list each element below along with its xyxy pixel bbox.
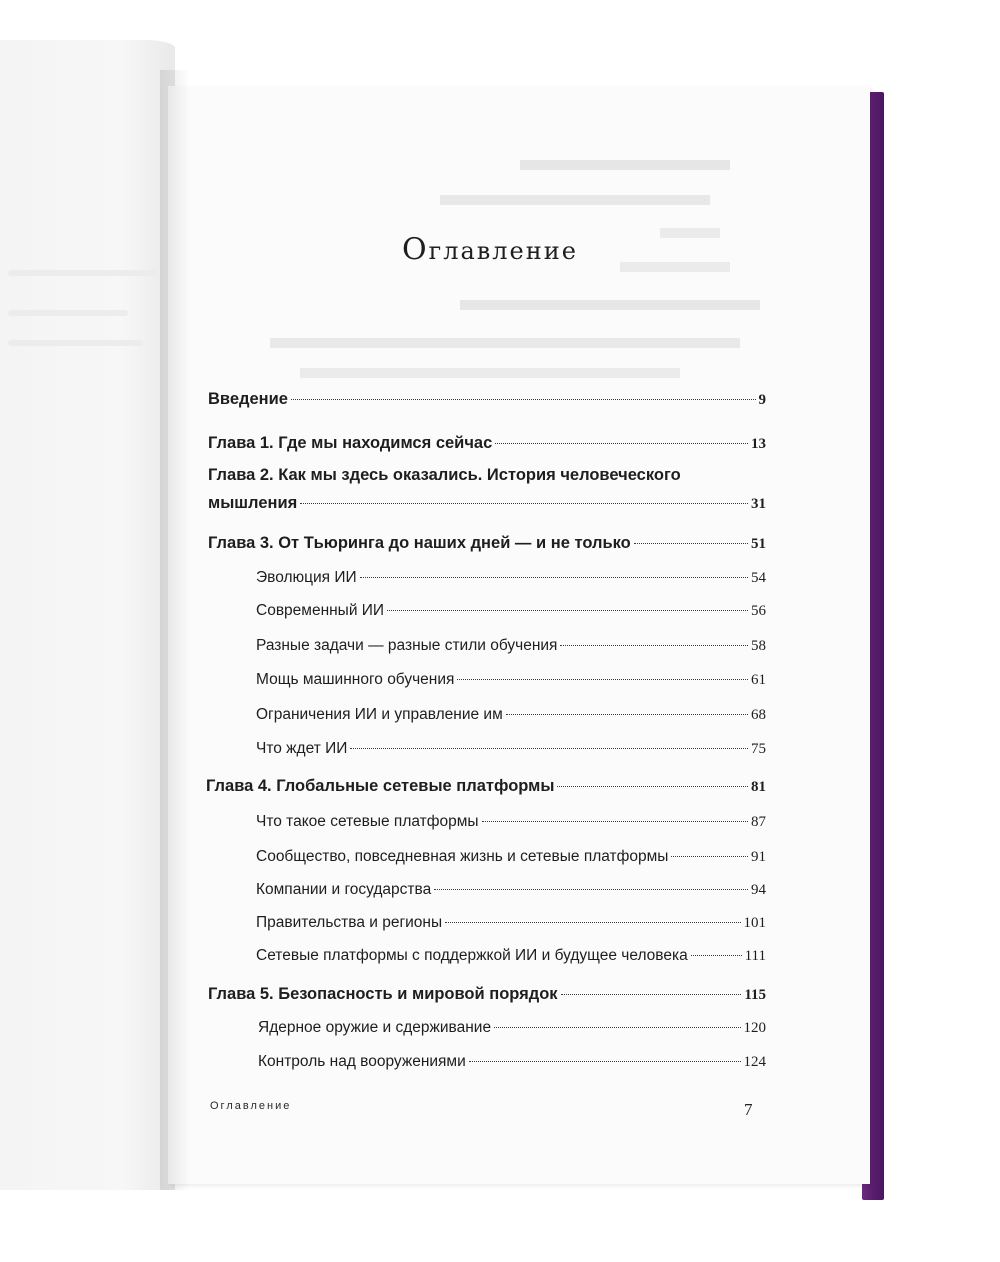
left-page-show-through [8,340,143,346]
toc-entry-chapter-2-line1[interactable]: Глава 2. Как мы здесь оказались. История человеческого [208,466,681,484]
toc-leader-dots [387,610,748,611]
toc-entry-chapter-4[interactable] [206,777,766,796]
toc-entry-title: мышления [208,494,298,512]
toc-entry-page: 31 [751,496,766,512]
toc-entry-page: 13 [751,436,766,452]
toc-entry-section[interactable] [256,813,766,831]
show-through-line [460,300,760,310]
toc-entry-section[interactable] [256,671,766,689]
running-footer-label: Оглавление [210,1100,292,1112]
toc-entry-page: 51 [751,536,766,552]
toc-entry-chapter-5[interactable] [208,985,766,1004]
toc-entry-section[interactable] [256,569,766,587]
toc-entry-page: 124 [743,1054,766,1070]
show-through-line [440,195,710,205]
page-title-initial: О [402,232,429,267]
toc-entry-page: 120 [743,1020,766,1036]
toc-entry-title: Введение [208,390,288,408]
toc-entry-title: Современный ИИ [256,602,385,619]
toc-leader-dots [557,786,748,787]
toc-entry-section[interactable] [256,740,766,758]
toc-leader-dots [360,577,748,578]
book-gutter-shadow [160,70,190,1190]
toc-entry-chapter-1[interactable] [208,434,766,453]
toc-entry-section[interactable] [256,602,766,620]
toc-leader-dots [560,645,748,646]
toc-entry-title: Правительства и регионы [256,914,443,931]
toc-entry-section[interactable] [256,848,766,866]
toc-entry-title: Мощь машинного обучения [256,671,455,688]
toc-leader-dots [434,889,748,890]
toc-entry-chapter-2[interactable] [208,494,766,513]
page-number: 7 [744,1100,753,1119]
toc-entry-intro[interactable] [208,390,766,409]
toc-entry-title: Глава 3. От Тьюринга до наших дней — и не только [208,534,631,552]
toc-entry-title: Компании и государства [256,881,432,898]
toc-entry-title: Эволюция ИИ [256,569,357,586]
toc-leader-dots [561,994,742,995]
toc-leader-dots [457,679,748,680]
page-title-rest: главление [428,237,578,265]
toc-entry-title: Что ждет ИИ [256,740,348,757]
toc-entry-page: 61 [751,672,766,688]
toc-entry-page: 91 [751,849,766,865]
toc-entry-page: 115 [744,987,766,1003]
toc-entry-page: 94 [751,882,766,898]
toc-entry-title: Что такое сетевые платформы [256,813,479,830]
show-through-line [270,338,740,348]
toc-entry-title: Глава 4. Глобальные сетевые платформы [206,777,555,795]
toc-leader-dots [495,443,748,444]
toc-leader-dots [445,922,740,923]
toc-entry-title: Ограничения ИИ и управление им [256,706,503,723]
toc-entry-section[interactable] [256,947,766,965]
toc-entry-page: 54 [751,570,766,586]
toc-leader-dots [506,714,748,715]
toc-entry-section[interactable] [256,914,766,932]
toc-leader-dots [691,955,742,956]
page-title [360,232,620,267]
toc-entry-title: Ядерное оружие и сдерживание [258,1019,492,1036]
toc-entry-title: Контроль над вооружениями [258,1053,466,1070]
toc-leader-dots [469,1061,741,1062]
show-through-line [520,160,730,170]
toc-entry-title: Разные задачи — разные стили обучения [256,637,558,654]
show-through-line [660,228,720,238]
left-page-show-through [8,270,158,276]
show-through-line [300,368,680,378]
toc-entry-page: 9 [758,392,766,408]
left-page-show-through [8,310,128,316]
show-through-line [620,262,730,272]
toc-entry-page: 101 [743,915,766,931]
toc-entry-title: Сообщество, повседневная жизнь и сетевые платформы [256,848,669,865]
toc-entry-page: 87 [751,814,766,830]
toc-entry-title: Глава 5. Безопасность и мировой порядок [208,985,558,1003]
toc-entry-chapter-3[interactable] [208,534,766,553]
left-page [0,40,175,1190]
toc-leader-dots [494,1027,740,1028]
toc-leader-dots [300,503,748,504]
toc-entry-page: 81 [751,779,766,795]
toc-leader-dots [482,821,748,822]
toc-leader-dots [291,399,756,400]
toc-leader-dots [634,543,748,544]
toc-leader-dots [671,856,748,857]
toc-entry-page: 58 [751,638,766,654]
toc-entry-title: Глава 1. Где мы находимся сейчас [208,434,493,452]
toc-entry-section[interactable] [256,881,766,899]
toc-entry-title: Сетевые платформы с поддержкой ИИ и будущее человека [256,947,688,964]
toc-entry-section[interactable] [256,706,766,724]
toc-entry-page: 75 [751,741,766,757]
toc-entry-page: 68 [751,707,766,723]
toc-leader-dots [350,748,748,749]
toc-entry-section[interactable] [258,1053,766,1071]
toc-entry-section[interactable] [258,1019,766,1037]
toc-entry-page: 56 [751,603,766,619]
toc-entry-section[interactable] [256,637,766,655]
toc-entry-page: 111 [744,948,766,964]
